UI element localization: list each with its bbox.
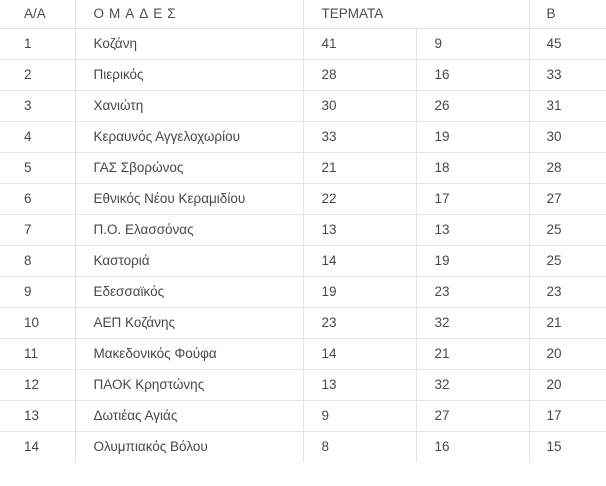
- goals-against-cell: 32: [416, 369, 529, 400]
- points-cell: 27: [529, 183, 606, 214]
- points-cell: 25: [529, 214, 606, 245]
- goals-against-cell: 18: [416, 152, 529, 183]
- goals-against-cell: 13: [416, 214, 529, 245]
- position-cell: 8: [24, 253, 32, 268]
- goals-against-cell: 16: [416, 59, 529, 90]
- position-cell: 13: [24, 408, 40, 423]
- team-name-cell: Κοζάνη: [75, 28, 303, 59]
- team-name-cell: Εθνικός Νέου Κεραμιδίου: [75, 183, 303, 214]
- position-cell: 14: [24, 439, 40, 455]
- team-name-cell: Χανιώτη: [75, 90, 303, 121]
- table-row: [0, 121, 606, 152]
- goals-for-cell: 19: [303, 276, 416, 307]
- goals-against-cell: 26: [416, 90, 529, 121]
- position-cell: 11: [24, 346, 39, 361]
- position-cell: 1: [24, 36, 32, 51]
- table-row: [0, 245, 606, 276]
- goals-against-cell: 32: [416, 307, 529, 338]
- team-name-cell: ΑΕΠ Κοζάνης: [75, 307, 303, 338]
- position-cell: 7: [24, 222, 32, 237]
- column-header-points: Β: [529, 0, 606, 28]
- goals-against-cell: 17: [416, 183, 529, 214]
- team-name-cell: Καστοριά: [75, 245, 303, 276]
- goals-for-cell: 41: [303, 28, 416, 59]
- goals-against-cell: 27: [416, 400, 529, 431]
- goals-against-cell: 9: [416, 28, 529, 59]
- table-row: [0, 152, 606, 183]
- goals-against-cell: 16: [416, 431, 529, 462]
- goals-for-cell: 8: [303, 431, 416, 462]
- table-row: [0, 28, 606, 59]
- table-row: [0, 59, 606, 90]
- points-cell: 17: [529, 400, 606, 431]
- column-header-position: Α/Α: [0, 0, 75, 28]
- team-name-cell: Δωτιέας Αγιάς: [75, 400, 303, 431]
- goals-for-cell: 14: [303, 338, 416, 369]
- points-cell: 21: [529, 307, 606, 338]
- team-name-cell: ΠΑΟΚ Κρηστώνης: [75, 369, 303, 400]
- points-cell: 20: [529, 338, 606, 369]
- team-name-cell: Μακεδονικός Φούφα: [75, 338, 303, 369]
- goals-against-cell: 19: [416, 245, 529, 276]
- team-name-cell: Ολυμπιακός Βόλου: [75, 431, 303, 462]
- table-row: [0, 276, 606, 307]
- table-row: [0, 369, 606, 400]
- points-cell: 25: [529, 245, 606, 276]
- goals-for-cell: 21: [303, 152, 416, 183]
- table-row: [0, 214, 606, 245]
- column-header-goals: ΤΕΡΜΑΤΑ: [303, 0, 529, 28]
- points-cell: 15: [529, 431, 606, 462]
- points-cell: 23: [529, 276, 606, 307]
- team-name-cell: Κεραυνός Αγγελοχωρίου: [75, 121, 303, 152]
- position-cell: 10: [24, 315, 40, 330]
- table-row: [0, 431, 606, 462]
- goals-for-cell: 28: [303, 59, 416, 90]
- goals-for-cell: 33: [303, 121, 416, 152]
- points-cell: 45: [529, 28, 606, 59]
- position-cell: 5: [24, 160, 32, 175]
- position-cell: 6: [24, 191, 32, 206]
- table-row: [0, 90, 606, 121]
- goals-for-cell: 13: [303, 214, 416, 245]
- goals-for-cell: 30: [303, 90, 416, 121]
- points-cell: 20: [529, 369, 606, 400]
- position-cell: 12: [24, 377, 40, 392]
- position-cell: 2: [24, 67, 32, 82]
- points-cell: 28: [529, 152, 606, 183]
- points-cell: 31: [529, 90, 606, 121]
- points-cell: 30: [529, 121, 606, 152]
- team-name-cell: ΓΑΣ Σβορώνος: [75, 152, 303, 183]
- team-name-cell: Πιερικός: [75, 59, 303, 90]
- position-cell: 3: [24, 98, 32, 113]
- table-row: [0, 400, 606, 431]
- goals-against-cell: 19: [416, 121, 529, 152]
- goals-against-cell: 23: [416, 276, 529, 307]
- position-cell: 4: [24, 129, 32, 144]
- goals-for-cell: 22: [303, 183, 416, 214]
- table-row: [0, 307, 606, 338]
- column-header-teams: ΟΜΑΔΕΣ: [75, 0, 303, 28]
- goals-against-cell: 21: [416, 338, 529, 369]
- table-row: [0, 183, 606, 214]
- points-cell: 33: [529, 59, 606, 90]
- table-body: [0, 28, 606, 462]
- header-row: [0, 0, 606, 28]
- position-cell: 9: [24, 284, 32, 299]
- goals-for-cell: 9: [303, 400, 416, 431]
- table-row: [0, 338, 606, 369]
- table-header: [0, 0, 606, 28]
- goals-for-cell: 13: [303, 369, 416, 400]
- team-name-cell: Π.Ο. Ελασσόνας: [75, 214, 303, 245]
- goals-for-cell: 14: [303, 245, 416, 276]
- goals-for-cell: 23: [303, 307, 416, 338]
- team-name-cell: Εδεσσαϊκός: [75, 276, 303, 307]
